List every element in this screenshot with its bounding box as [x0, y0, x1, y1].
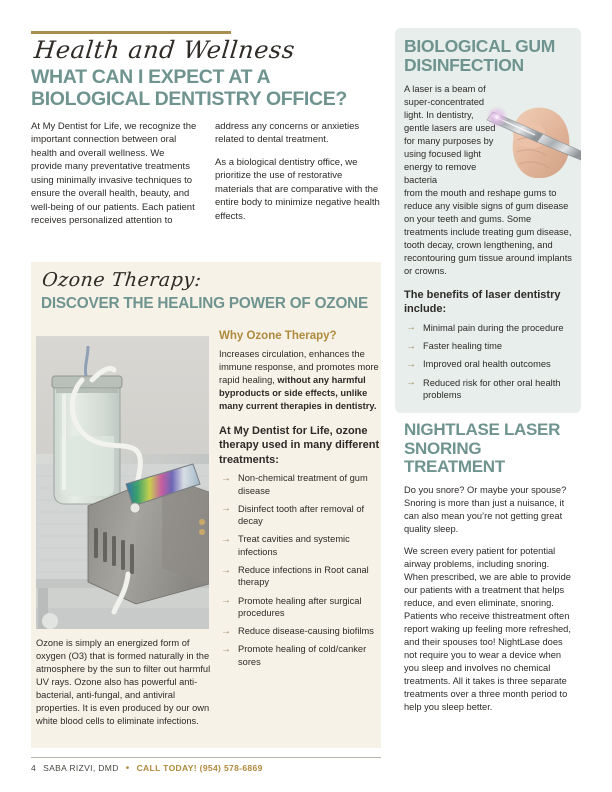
list-item	[404, 340, 572, 352]
gum-disinfection-heading: BIOLOGICAL GUM DISINFECTION	[404, 36, 556, 76]
gum-body-rest: from the mouth and reshape gums to reduce any visible signs of gum disease on your teeth and gums. Some treatments include treating gum disease, tooth decay, crown lengthening, and recontouring gum tissue around implants or crowns.	[404, 187, 572, 276]
list-item	[404, 322, 572, 334]
nightlase-paragraph: We screen every patient for potential airway problems, including snoring. When prescribed, we are able to provide our patients with a treatment that helps reduce, and even eliminate, snoring. Patients who receive thistreatment often report waking up feeling more refreshed, and their spouses too! NightLase does not require you to wear a device when you sleep and involves no chemical treatments. All it takes is three separate treatments over a three month period to help you sleep better.	[404, 546, 571, 713]
section-script-title: Health and Wellness	[32, 36, 297, 64]
arrow-icon: →	[406, 358, 416, 370]
why-ozone-body-normal: Increases circulation, enhances the immune response, and promotes more rapid healing,	[219, 348, 379, 385]
list-item-label: Faster healing time	[423, 341, 503, 352]
list-item	[219, 625, 381, 637]
practice-name: SABA RIZVI, DMD	[43, 763, 119, 773]
gum-body-narrow: gentle lasers are used for many purposes by using focused light energy to remove bacteria	[404, 122, 496, 185]
article-body-columns	[31, 120, 381, 228]
biological-gum-disinfection-box	[395, 28, 581, 413]
laser-benefits-heading: The benefits of laser dentistry include:	[404, 288, 561, 316]
ozone-photo-illustration	[36, 336, 209, 629]
why-ozone-body	[219, 348, 381, 413]
ozone-photo-caption: Ozone is simply an energized form of oxygen (O3) that is formed naturally in the atmosphere by the sun to filter out harmful UV rays. Ozone also has powerful anti-bacterial, anti-fungal, and antiviral properties. It is even produced by our own white blood cells to eliminate infections.	[36, 638, 211, 727]
article-paragraph: As a biological dentistry office, we prioritize the use of restorative materials that are comparative with the entire body to minimize negative health effects.	[215, 156, 380, 222]
nightlase-heading: NIGHTLASE LASER SNORING TREATMENT	[404, 420, 561, 477]
arrow-icon: →	[221, 595, 231, 607]
arrow-icon: →	[221, 625, 231, 637]
top-gold-rule	[31, 31, 231, 34]
page-footer	[31, 763, 263, 774]
arrow-icon: →	[406, 340, 416, 352]
laser-benefits-list	[404, 322, 572, 401]
list-item-label: Reduce disease-causing biofilms	[238, 626, 374, 637]
article-paragraph: At My Dentist for Life, we recognize the important connection between oral health and overall wellness. We provide many preventative treatments using minimally invasive techniques to ensure the overall health, beauty, and well-being of our patients. Each patient receives personalized attention to	[31, 120, 197, 227]
article-column-right	[215, 120, 381, 228]
bullet-separator-icon: •	[125, 763, 130, 774]
main-article	[31, 38, 381, 228]
arrow-icon: →	[406, 322, 416, 334]
why-ozone-body-bold: without any harmful byproducts or side effects, unlike many current therapies in dentistry.	[219, 374, 377, 411]
list-item-label: Non-chemical treatment of gum disease	[238, 473, 368, 496]
list-item	[219, 595, 381, 620]
article-heading: WHAT CAN I EXPECT AT A BIOLOGICAL DENTISTRY OFFICE?	[31, 66, 347, 111]
arrow-icon: →	[221, 472, 231, 484]
arrow-icon: →	[406, 377, 416, 389]
list-item	[404, 377, 572, 402]
arrow-icon: →	[221, 503, 231, 515]
arrow-icon: →	[221, 533, 231, 545]
arrow-icon: →	[221, 564, 231, 576]
gum-disinfection-content	[404, 37, 572, 407]
call-today-cta[interactable]: CALL TODAY! (954) 578-6869	[136, 763, 263, 773]
list-item	[219, 643, 381, 668]
list-item-label: Treat cavities and systemic infections	[238, 534, 350, 557]
article-column-left	[31, 120, 197, 228]
article-paragraph: address any concerns or anxieties related to dental treatment.	[215, 120, 360, 146]
nightlase-paragraph: Do you snore? Or maybe your spouse? Snoring is more than just a nuisance, it can also mean you’re not getting great quality sleep.	[404, 485, 567, 535]
list-item	[404, 358, 572, 370]
ozone-script-title: Ozone Therapy:	[41, 269, 203, 291]
gum-body-wrapped: A laser is a beam of super-concentrated light. In dentistry,	[404, 83, 486, 120]
ozone-generator-photo	[36, 336, 209, 629]
list-item-label: Reduce infections in Root canal therapy	[238, 565, 369, 588]
ozone-text-column	[219, 330, 381, 674]
list-item-label: Improved oral health outcomes	[423, 359, 551, 370]
list-item	[219, 533, 381, 558]
arrow-icon: →	[221, 643, 231, 655]
list-item-label: Promote healing after surgical procedures	[238, 595, 362, 618]
why-ozone-heading: Why Ozone Therapy?	[219, 330, 337, 342]
list-item	[219, 503, 381, 528]
list-item-label: Promote healing of cold/canker sores	[238, 644, 367, 667]
footer-divider	[31, 757, 381, 758]
gum-disinfection-body	[404, 83, 572, 278]
ozone-uses-list	[219, 472, 381, 667]
list-item-label: Reduced risk for other oral health problems	[423, 377, 561, 400]
list-item	[219, 472, 381, 497]
list-item-label: Disinfect tooth after removal of decay	[238, 503, 365, 527]
nightlase-section	[404, 421, 576, 723]
ozone-heading: DISCOVER THE HEALING POWER OF OZONE	[41, 295, 368, 312]
page-number: 4	[31, 763, 37, 773]
list-item	[219, 564, 381, 589]
ozone-uses-heading: At My Dentist for Life, ozone therapy used in many different treatments:	[219, 424, 380, 466]
list-item-label: Minimal pain during the procedure	[423, 322, 564, 333]
